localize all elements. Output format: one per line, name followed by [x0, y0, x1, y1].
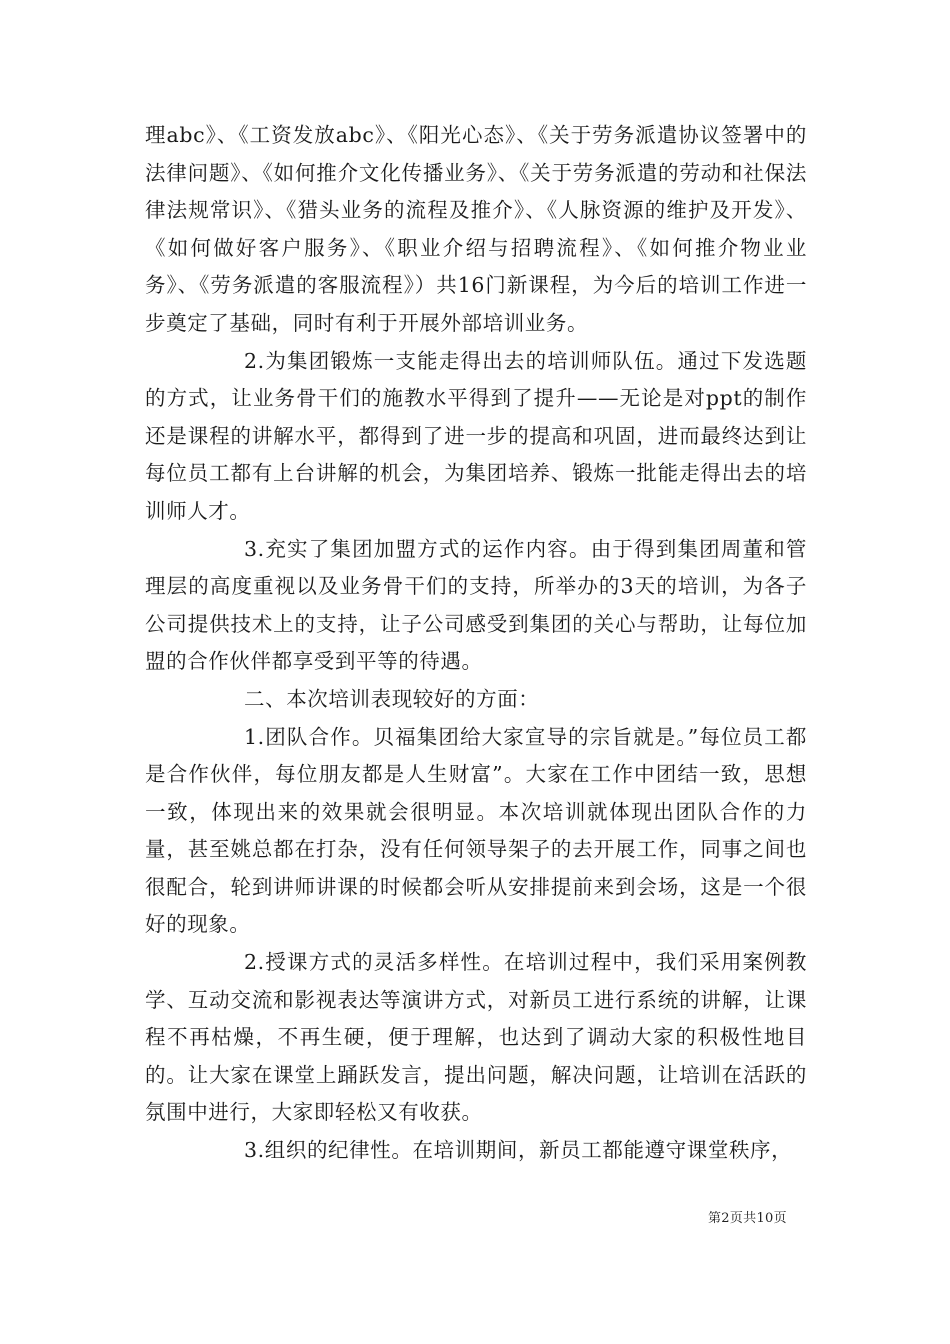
- document-body: [145, 117, 807, 1170]
- paragraph-teaching-methods: 2.授课方式的灵活多样性。在培训过程中，我们采用案例教学、互动交流和影视表达等演讲方式，对新员工进行系统的讲解，让课程不再枯燥，不再生硬，便于理解，也达到了调动大家的积极性地目的。让大家在课堂上踊跃发言，提出问题，解决问题，让培训在活跃的氛围中进行，大家即轻松又有收获。: [145, 950, 807, 1125]
- paragraph-teamwork: 1.团队合作。贝福集团给大家宣导的宗旨就是。”每位员工都是合作伙伴，每位朋友都是人生财富”。大家在工作中团结一致，思想一致，体现出来的效果就会很明显。本次培训就体现出团队合作的力量，甚至姚总都在打杂，没有任何领导架子的去开展工作，同事之间也很配合，轮到讲师讲课的时候都会听从安排提前来到会场，这是一个很好的现象。: [145, 724, 807, 937]
- paragraph-course-list-continued: 理abc》、《工资发放abc》、《阳光心态》、《关于劳务派遣协议签署中的法律问题》、《如何推介文化传播业务》、《关于劳务派遣的劳动和社保法律法规常识》、《猎头业务的流程及推介》、《人脉资源的维护及开发》、《如何做好客户服务》、《职业介绍与招聘流程》、《如何推介物业业务》、《劳务派遣的客服流程》）共16门新课程，为今后的培训工作进一步奠定了基础，同时有利于开展外部培训业务。: [145, 123, 807, 335]
- paragraph-franchise-operation: 3.充实了集团加盟方式的运作内容。由于得到集团周董和管理层的高度重视以及业务骨干们的支持，所举办的3天的培训，为各子公司提供技术上的支持，让子公司感受到集团的关心与帮助，让每位加盟的合作伙伴都享受到平等的待遇。: [145, 536, 807, 674]
- paragraph-trainer-team: 2.为集团锻炼一支能走得出去的培训师队伍。通过下发选题的方式，让业务骨干们的施教水平得到了提升——无论是对ppt的制作还是课程的讲解水平，都得到了进一步的提高和巩固，进而最终达到让每位员工都有上台讲解的机会，为集团培养、锻炼一批能走得出去的培训师人才。: [145, 348, 807, 523]
- paragraph-discipline: 3.组织的纪律性。在培训期间，新员工都能遵守课堂秩序，: [244, 1138, 793, 1163]
- section-heading-strengths: 二、本次培训表现较好的方面：: [244, 686, 540, 711]
- page-number-footer: 第2页共10页: [708, 1211, 787, 1226]
